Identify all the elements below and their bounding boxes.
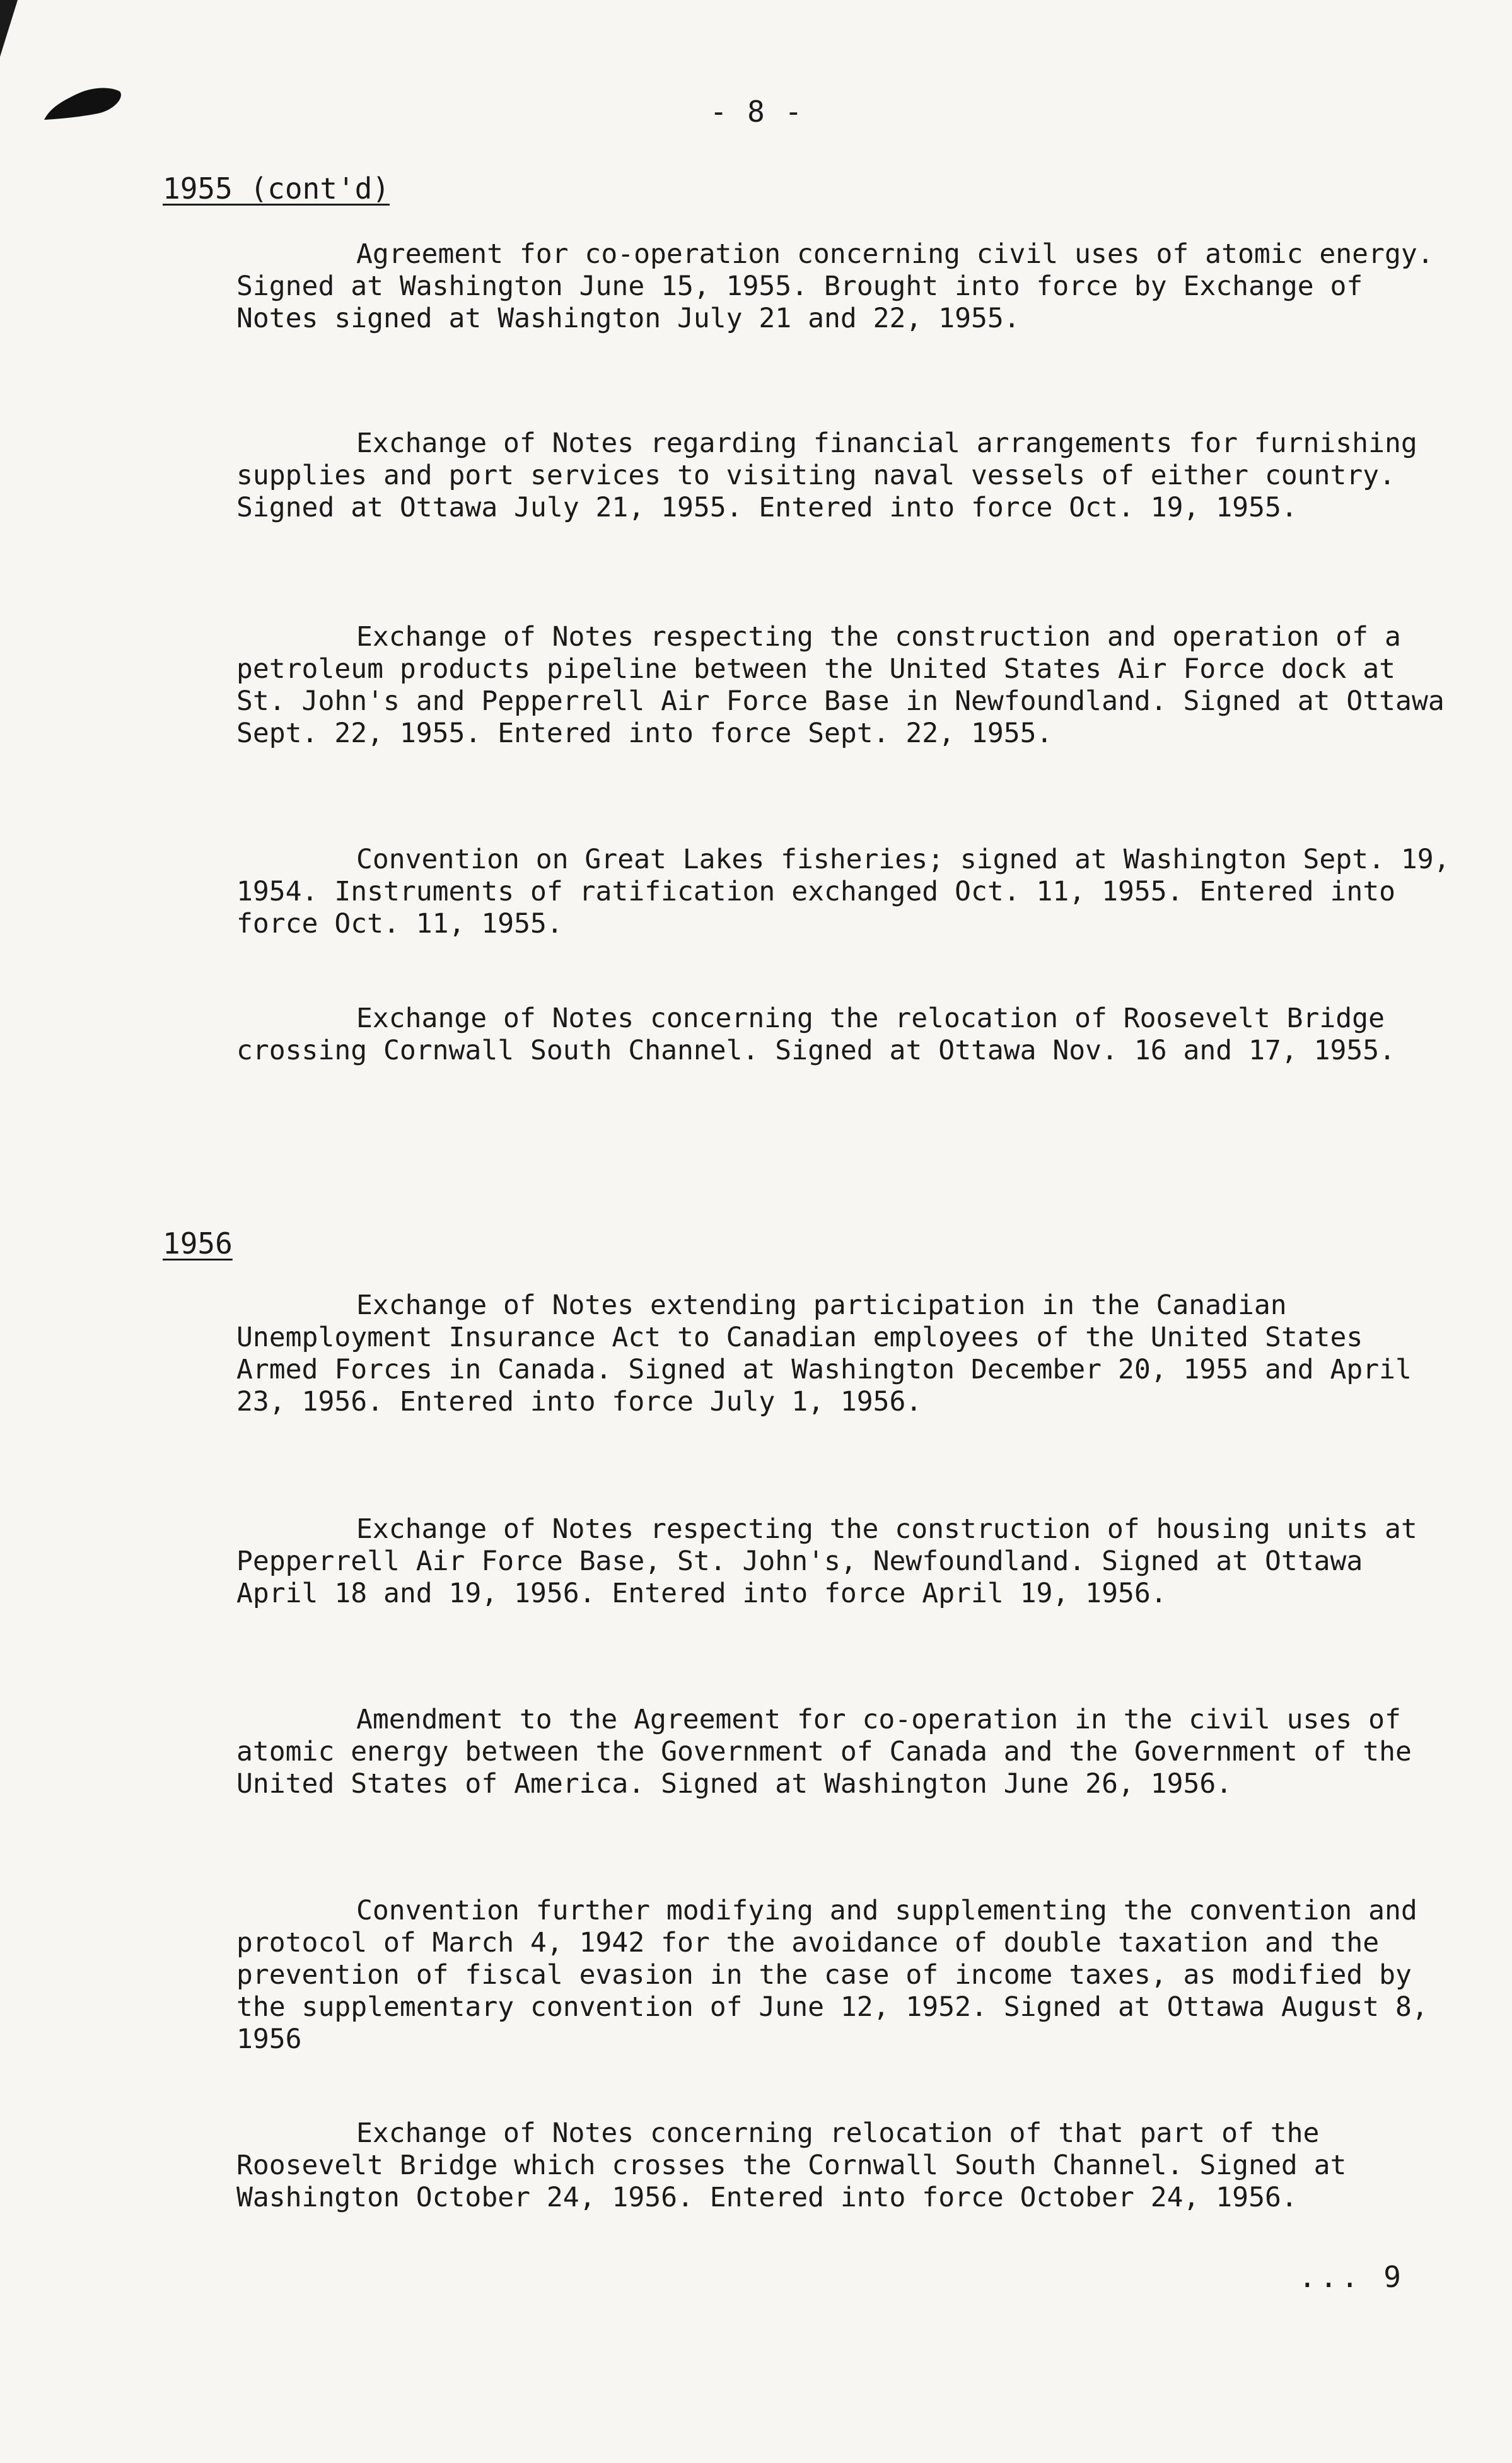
- page-number: - 8 -: [709, 95, 804, 129]
- treaty-entry: [236, 844, 1453, 940]
- corner-scan-mark: [0, 0, 18, 57]
- treaty-entry: [236, 1895, 1453, 2056]
- ink-blot-mark: [38, 82, 126, 126]
- entry-text: Exchange of Notes regarding financial arrangements for furnishing supplies and port services to visiting naval vessels of either country. Signed at Ottawa July 21, 1955. Entered into force Oct. 19, 1955.: [236, 428, 1417, 523]
- treaty-entry: [236, 2117, 1453, 2214]
- treaty-entry: [236, 238, 1453, 335]
- entry-text: Exchange of Notes respecting the construction and operation of a petroleum products pipeline between the United States Air Force dock at St. John's and Pepperrell Air Force Base in Newfoundland. Signed at Ottawa Sept. 22, 1955. Entered into force Sept. 22, 1955.: [236, 621, 1445, 749]
- treaty-entry: [236, 428, 1453, 524]
- treaty-entry: [236, 1704, 1453, 1800]
- section-heading-1956: 1956: [163, 1226, 233, 1261]
- entry-text: Convention on Great Lakes fisheries; signed at Washington Sept. 19, 1954. Instruments of ratification exchanged Oct. 11, 1955. Entered into force Oct. 11, 1955.: [236, 844, 1450, 940]
- treaty-entry: [236, 1003, 1453, 1067]
- entry-text: Exchange of Notes concerning relocation of that part of the Roosevelt Bridge which crosses the Cornwall South Channel. Signed at Washington October 24, 1956. Entered into force October 24, 1956.: [236, 2117, 1347, 2213]
- treaty-entry: [236, 1290, 1453, 1418]
- entry-text: Exchange of Notes extending participation in the Canadian Unemployment Insurance Act to Canadian employees of the United States Armed Forces in Canada. Signed at Washington December 20, 1955 and April 23, 1956. Entered into force July 1, 1956.: [236, 1290, 1412, 1418]
- section-heading-1955: 1955 (cont'd): [163, 172, 390, 206]
- treaty-entry: [236, 621, 1453, 750]
- treaty-entry: [236, 1513, 1453, 1610]
- page-continuation: ... 9: [1298, 2260, 1405, 2294]
- entry-text: Exchange of Notes concerning the relocation of Roosevelt Bridge crossing Cornwall South Channel. Signed at Ottawa Nov. 16 and 17, 1955.: [236, 1003, 1396, 1066]
- entry-text: Amendment to the Agreement for co-operation in the civil uses of atomic energy between the Government of Canada and the Government of the United States of America. Signed at Washington June 26, 1956.: [236, 1704, 1412, 1800]
- entry-text: Agreement for co-operation concerning civil uses of atomic energy. Signed at Washington June 15, 1955. Brought into force by Exchange of Notes signed at Washington July 21 and 22, 1955.: [236, 238, 1434, 334]
- entry-text: Exchange of Notes respecting the construction of housing units at Pepperrell Air Force Base, St. John's, Newfoundland. Signed at Ottawa April 18 and 19, 1956. Entered into force April 19, 1956.: [236, 1513, 1417, 1609]
- entry-text: Convention further modifying and supplementing the convention and protocol of March 4, 1942 for the avoidance of double taxation and the prevention of fiscal evasion in the case of income taxes, as modified by the supplementary convention of June 12, 1952. Signed at Ottawa August 8, 1956: [236, 1895, 1428, 2055]
